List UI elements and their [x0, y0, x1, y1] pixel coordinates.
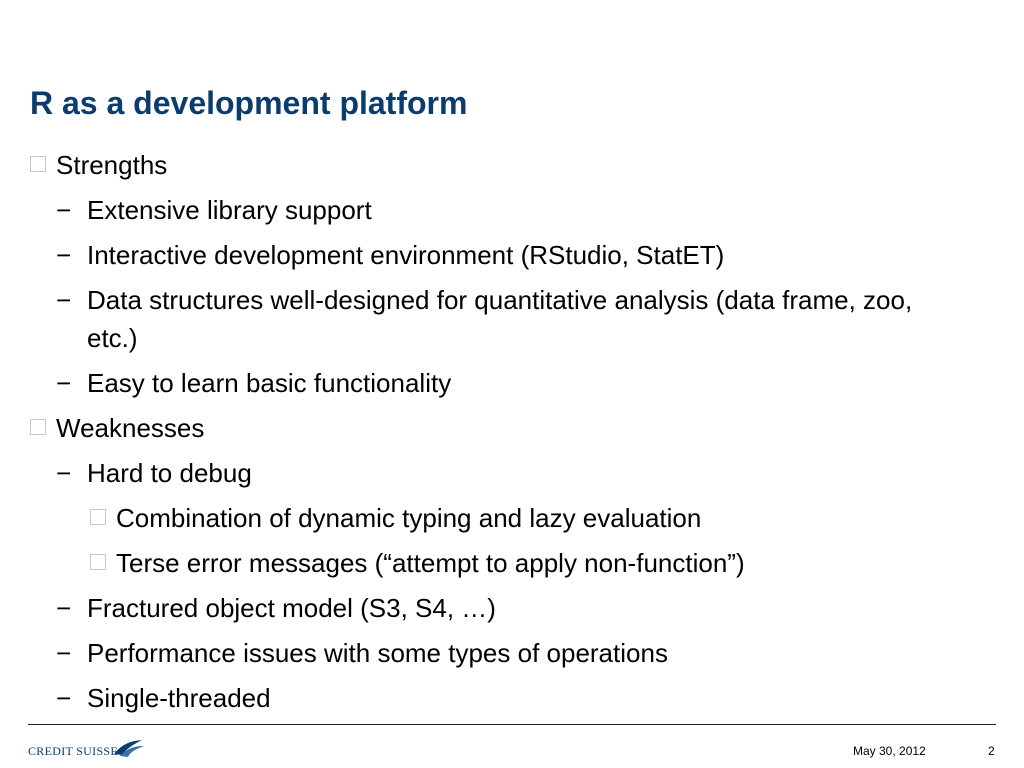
- sub-sub-bullet: [30, 499, 990, 537]
- bullet-label: Strengths: [56, 150, 168, 180]
- sub-bullet: [30, 679, 947, 717]
- footer-divider: [28, 724, 996, 725]
- sub-bullet-label: Easy to learn basic functionality: [87, 368, 452, 398]
- logo-wordmark: CREDIT SUISSE: [28, 744, 119, 758]
- sub-bullet: [30, 634, 947, 672]
- sub-bullet-label: Extensive library support: [87, 195, 372, 225]
- sub-bullet-label: Fractured object model (S3, S4, …): [87, 593, 496, 623]
- dash-bullet-icon: −: [56, 638, 72, 668]
- dash-bullet-icon: −: [56, 285, 72, 315]
- sub-bullet-label: Single-threaded: [87, 683, 271, 713]
- sub-bullet: [30, 281, 947, 357]
- sub-bullet-label: Performance issues with some types of operations: [87, 638, 668, 668]
- checkbox-bullet-icon: [30, 409, 46, 447]
- sub-bullet-label: Data structures well-designed for quantitative analysis (data frame, zoo, etc.): [87, 285, 913, 353]
- bullet-strengths: [30, 146, 990, 184]
- sub-bullet-label: Hard to debug: [87, 458, 252, 488]
- sailboat-logo-icon: [112, 738, 146, 758]
- sub-bullet: [30, 589, 947, 627]
- dash-bullet-icon: −: [56, 458, 72, 488]
- dash-bullet-icon: −: [56, 593, 72, 623]
- sub-sub-bullet-label: Terse error messages (“attempt to apply non-function”): [116, 548, 745, 578]
- bullet-weaknesses: [30, 409, 990, 447]
- slide-title: R as a development platform: [30, 85, 468, 121]
- sub-bullet: [30, 236, 947, 274]
- bullet-list: [30, 146, 990, 724]
- dash-bullet-icon: −: [56, 683, 72, 713]
- dash-bullet-icon: −: [56, 195, 72, 225]
- sub-sub-bullet-label: Combination of dynamic typing and lazy evaluation: [116, 503, 702, 533]
- sub-sub-bullet: [30, 544, 990, 582]
- checkbox-bullet-icon: [30, 146, 46, 184]
- checkbox-bullet-icon: [90, 544, 106, 582]
- dash-bullet-icon: −: [56, 240, 72, 270]
- page-number: 2: [988, 744, 995, 758]
- checkbox-bullet-icon: [90, 499, 106, 537]
- sub-bullet: [30, 364, 947, 402]
- sub-bullet: [30, 454, 947, 492]
- sub-bullet-label: Interactive development environment (RStudio, StatET): [87, 240, 725, 270]
- sub-bullet: [30, 191, 947, 229]
- footer-date: May 30, 2012: [853, 744, 926, 758]
- dash-bullet-icon: −: [56, 368, 72, 398]
- bullet-label: Weaknesses: [56, 413, 205, 443]
